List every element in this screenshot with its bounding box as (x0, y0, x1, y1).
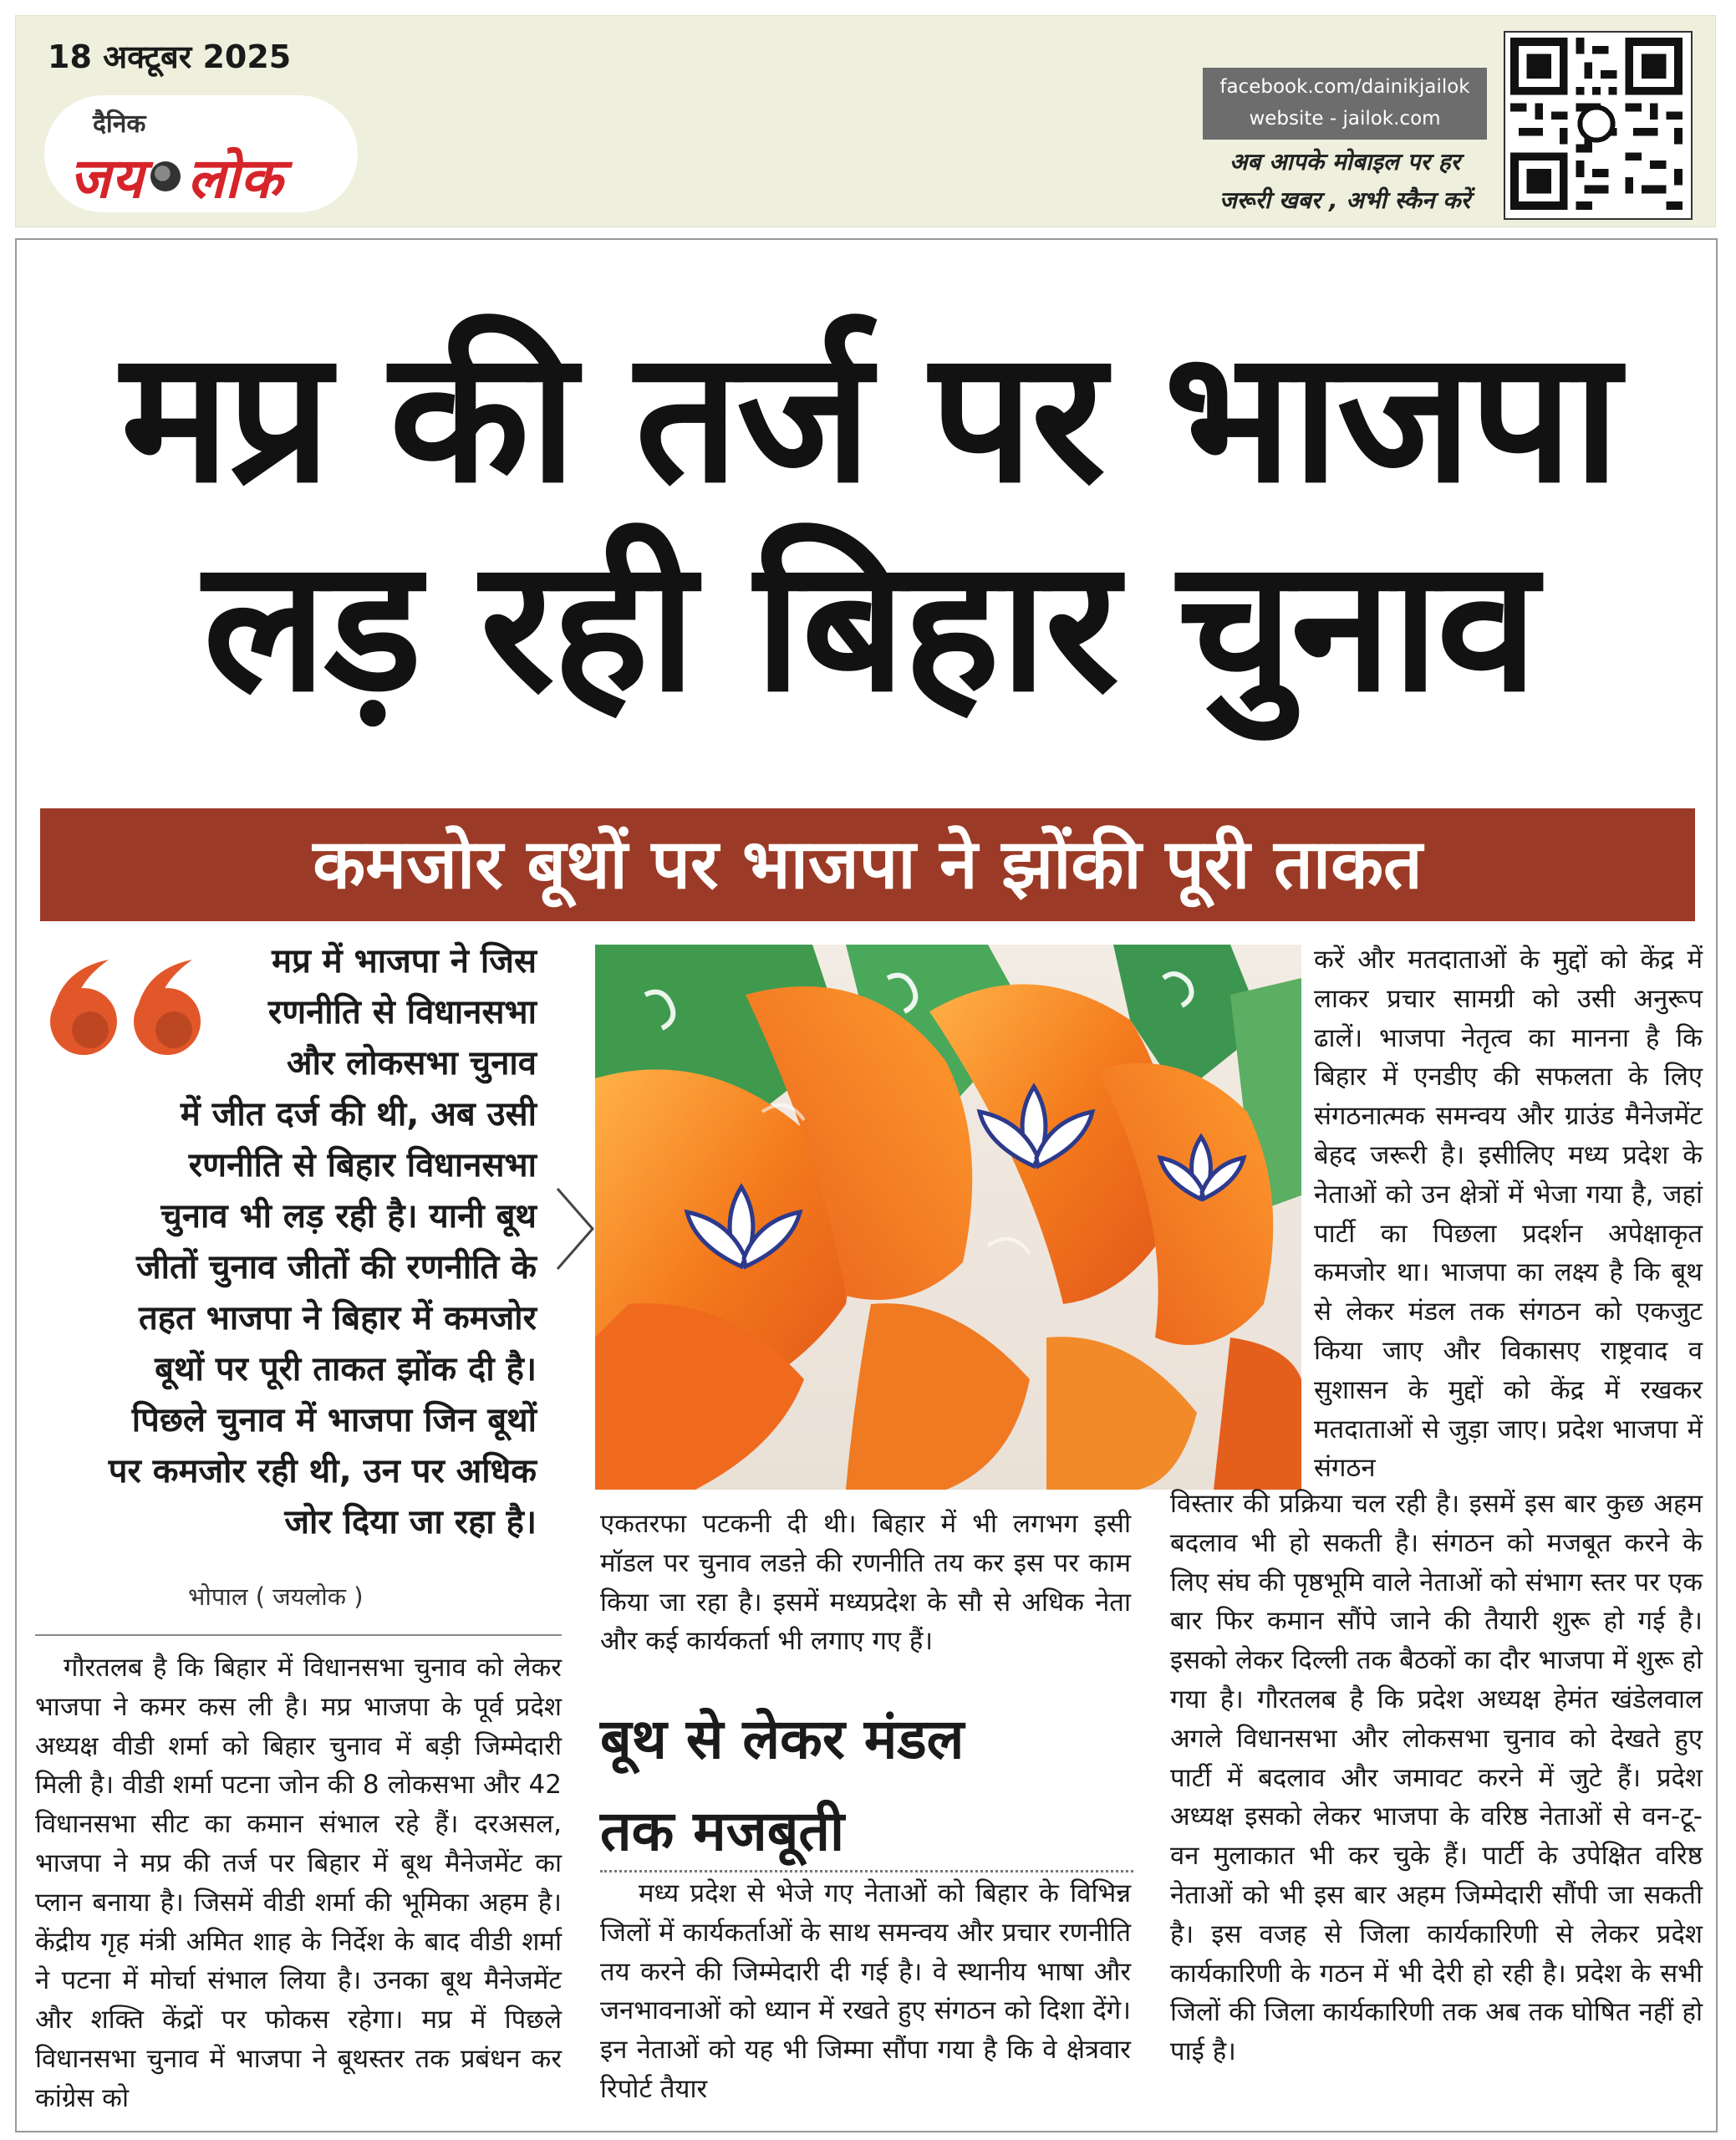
article-column-right-bottom (1170, 1485, 1703, 2071)
quote-pointer (556, 1187, 598, 1271)
article-column-middle-top (600, 1505, 1131, 1661)
subheadline: कमजोर बूथों पर भाजपा ने झोंकी पूरी ताकत (40, 808, 1695, 921)
section-heading (600, 1694, 1135, 1878)
article-paragraph: विस्तार की प्रक्रिया चल रही है। इसमें इस बार कुछ अहम बदलाव भी हो सकती है। संगठन को मजबूत करने के लिए संघ की पृष्ठभूमि वाले नेताओं को संभाग स्तर पर एक बार फिर कमान सौंपे जाने की तैयारी शुरू हो गई है। इसको लेकर दिल्ली तक बैठकों का दौर भाजपा में शुरू हो गया है। गौरतलब है कि प्रदेश अध्यक्ष हेमंत खंडेलवाल अगले विधानसभा और लोकसभा चुनाव को देखते हुए पार्टी में बदलाव और जमावट करने में जुटे हैं। प्रदेश अध्यक्ष इसको लेकर भाजपा के वरिष्ठ नेताओं से वन-टू-वन मुलाकात भी कर चुके हैं। पार्टी के उपेक्षित वरिष्ठ नेताओं को भी इस बार अहम जिम्मेदारी सौंपी जा सकती है। इस वजह से जिला कार्यकारिणी से लेकर प्रदेश कार्यकारिणी के गठन में भी देरी हो रही है। प्रदेश के सभी जिलों की जिला कार्यकारिणी तक अब तक घोषित नहीं हो पाई है। (1170, 1489, 1703, 2067)
bjp-flags-photo (595, 945, 1301, 1490)
scan-prompt-line-2: जरूरी खबर , अभी स्कैन करें (1219, 186, 1471, 214)
quote-line: जीतों चुनाव जीतों की रणनीति के (135, 1248, 537, 1287)
facebook-link[interactable]: facebook.com/dainikjailok (1219, 76, 1470, 98)
column-divider (35, 1634, 562, 1636)
section-heading-line-1: बूथ से लेकर मंडल (600, 1707, 965, 1771)
article-column-right-top (1314, 940, 1703, 1488)
article-column-middle-bottom (600, 1874, 1131, 2109)
byline: भोपाल ( जयलोक ) (188, 1582, 364, 1611)
article-column-left (35, 1648, 562, 2118)
section-divider (600, 1870, 1133, 1872)
logo-part-2: लोक (187, 146, 283, 211)
pull-quote (43, 936, 537, 1548)
quote-line: बूथों पर पूरी ताकत झोंक दी है। (155, 1350, 537, 1388)
quote-line: और लोकसभा चुनाव (286, 1044, 537, 1083)
scan-prompt (1203, 143, 1487, 220)
qr-code-icon[interactable] (1504, 31, 1693, 220)
headline-line-2: लड़ रही बिहार चुनाव (203, 521, 1535, 732)
quote-line: मप्र में भाजपा ने जिस (272, 942, 537, 981)
quote-line: चुनाव भी लड़ रही है। यानी बूथ (160, 1197, 537, 1236)
masthead (15, 15, 1716, 227)
website-link[interactable]: website - jailok.com (1249, 108, 1441, 130)
article-paragraph: एकतरफा पटकनी दी थी। बिहार में भी लगभग इसी मॉडल पर चुनाव लडऩे की रणनीति तय कर इस पर काम किया जा रहा है। इसमें मध्यप्रदेश के सौ से अधिक नेता और कई कार्यकर्ता भी लगाए गए हैं। (600, 1509, 1131, 1657)
quote-line: में जीत दर्ज की थी, अब उसी (180, 1095, 537, 1134)
section-heading-line-2: तक मजबूती (600, 1799, 845, 1863)
article-paragraph: गौरतलब है कि बिहार में विधानसभा चुनाव को लेकर भाजपा ने कमर कस ली है। मप्र भाजपा के पूर्व प्रदेश अध्यक्ष वीडी शर्मा को बिहार चुनाव में बड़ी जिम्मेदारी मिली है। वीडी शर्मा पटना जोन की 8 लोकसभा और 42 विधानसभा सीट का कमान संभाल रहे हैं। दरअसल, भाजपा ने मप्र की तर्ज पर बिहार में बूथ मैनेजमेंट का प्लान बनाया है। जिसमें वीडी शर्मा की भूमिका अहम है। केंद्रीय गृह मंत्री अमित शाह के निर्देश के बाद वीडी शर्मा ने पटना में मोर्चा संभाल लिया है। उनका बूथ मैनेजमेंट और शक्ति केंद्रों पर फोकस रहेगा। मप्र में पिछले विधानसभा चुनाव में भाजपा ने बूथस्तर तक प्रबंधन कर कांग्रेस को (35, 1653, 562, 2113)
quote-line: पिछले चुनाव में भाजपा जिन बूथों (131, 1401, 537, 1439)
issue-date: 18 अक्टूबर 2025 (48, 38, 292, 75)
logo-small-text: दैनिक (93, 110, 146, 139)
headline-line-1: मप्र की तर्ज पर भाजपा (120, 312, 1618, 523)
logo-part-1: जय (69, 146, 145, 211)
quote-line: तहत भाजपा ने बिहार में कमजोर (138, 1299, 537, 1338)
social-links (1203, 68, 1487, 140)
globe-icon (150, 161, 181, 191)
scan-prompt-line-1: अब आपके मोबाइल पर हर (1229, 148, 1461, 176)
quote-line: पर कमजोर रही थी, उन पर अधिक (108, 1452, 537, 1490)
newspaper-logo[interactable] (44, 95, 358, 212)
quote-line: जोर दिया जा रहा है। (284, 1503, 537, 1541)
quote-line: रणनीति से बिहार विधानसभा (188, 1146, 537, 1185)
article-paragraph: मध्य प्रदेश से भेजे गए नेताओं को बिहार के विभिन्न जिलों में कार्यकर्ताओं के साथ समन्वय और प्रचार रणनीति तय करने की जिम्मेदारी दी गई है। वे स्थानीय भाषा और जनभावनाओं को ध्यान में रखते हुए संगठन को दिशा देंगे। इन नेताओं को यह भी जिम्मा सौंपा गया है कि वे क्षेत्रवार रिपोर्ट तैयार (600, 1878, 1131, 2104)
logo-wordmark (69, 139, 283, 214)
article-paragraph: करें और मतदाताओं के मुद्दों को केंद्र में लाकर प्रचार सामग्री को उसी अनुरूप ढालें। भाजपा नेतृत्व का मानना है कि बिहार में एनडीए की सफलता के लिए संगठनात्मक समन्वय और ग्राउंड मैनेजमेंट बेहद जरूरी है। इसीलिए मध्य प्रदेश के नेताओं को उन क्षेत्रों में भेजा गया है, जहां पार्टी का पिछला प्रदर्शन अपेक्षाकृत कमजोर था। भाजपा का लक्ष्य है कि बूथ से लेकर मंडल तक संगठन को एकजुट किया जाए और विकासए राष्ट्रवाद व सुशासन के मुद्दों को केंद्र में रखकर मतदाताओं से जुड़ा जाए। प्रदेश भाजपा में संगठन (1314, 945, 1703, 1484)
headline (33, 313, 1705, 731)
quote-line: रणनीति से विधानसभा (267, 993, 537, 1032)
